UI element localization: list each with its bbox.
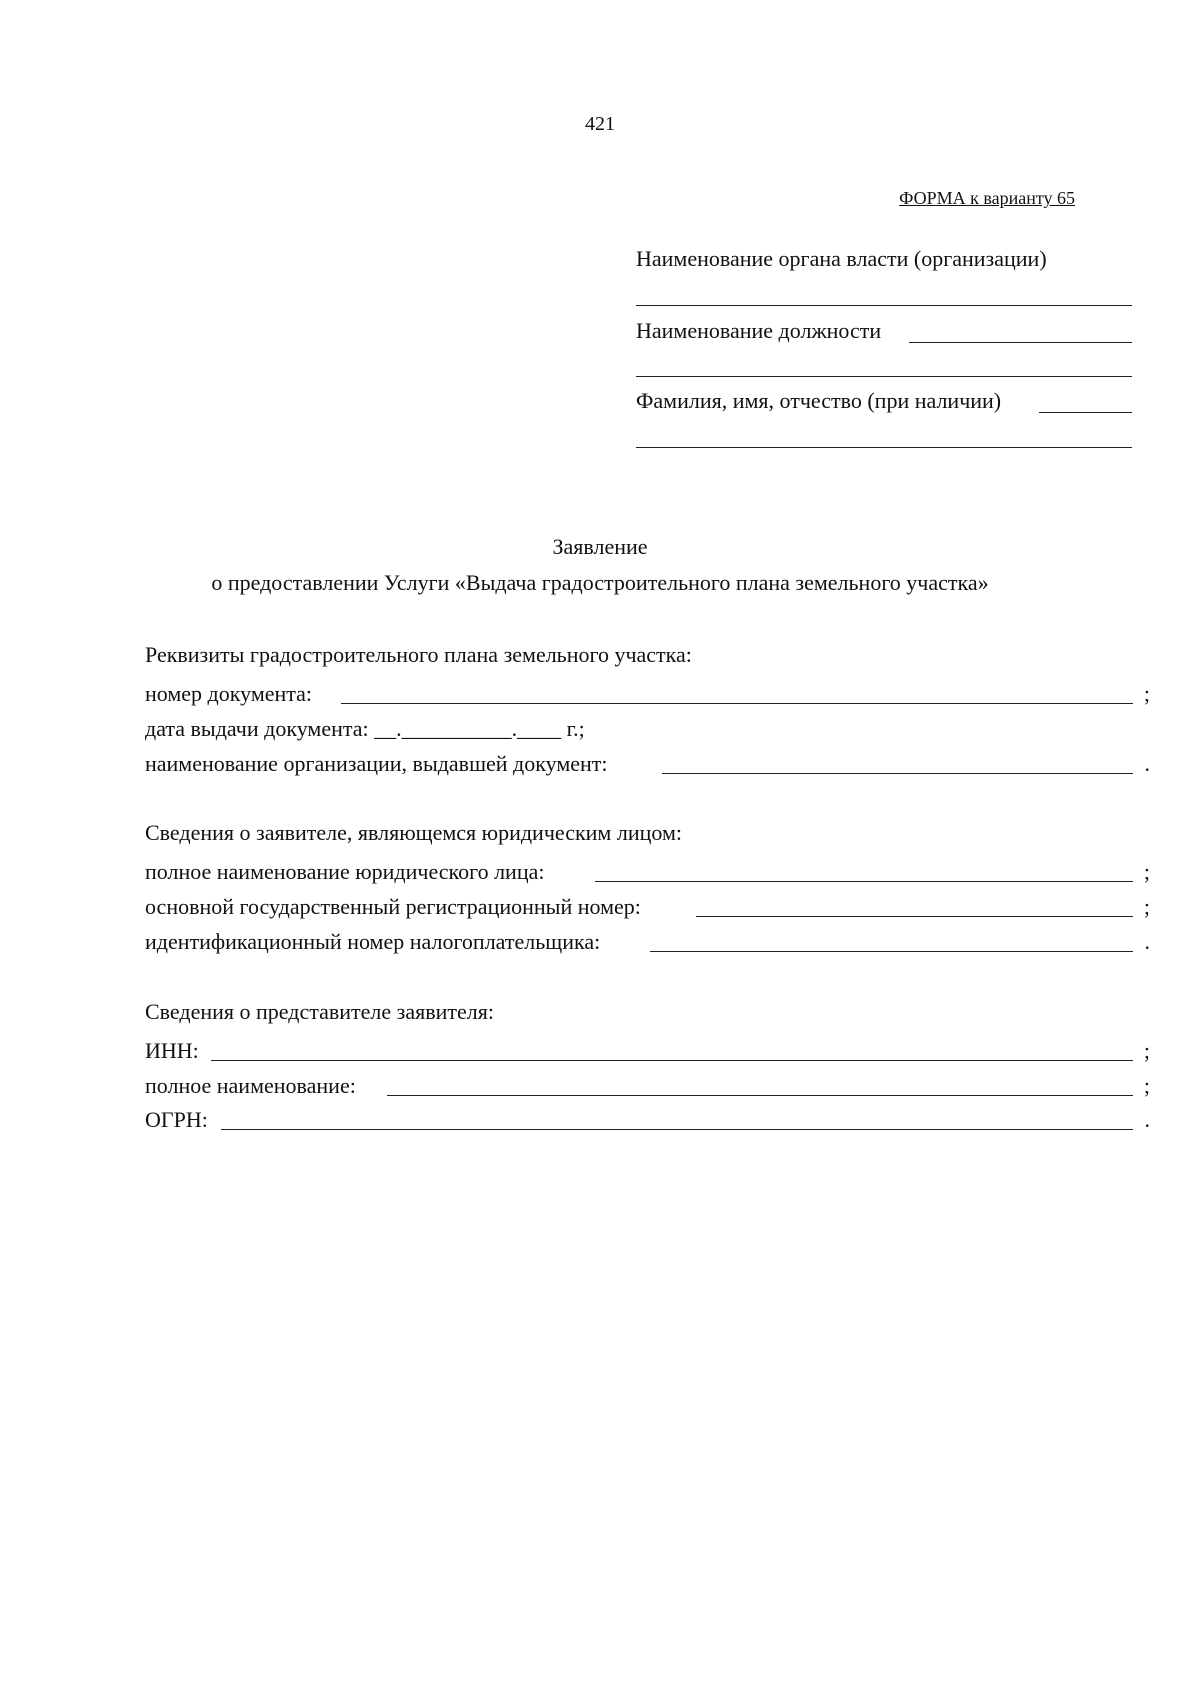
rep-inn-label: ИНН:: [145, 1038, 199, 1063]
rep-name-label: полное наименование:: [145, 1073, 356, 1098]
row-end-semicolon: ;: [1143, 894, 1150, 919]
applicant-name-row: [145, 855, 1150, 885]
row-end-semicolon: ;: [1143, 1073, 1150, 1098]
issue-date-label: дата выдачи документа: __.__________.____ г.;: [145, 716, 585, 741]
applicant-inn-label: идентификационный номер налогоплательщика:: [145, 929, 601, 954]
applicant-name-label: полное наименование юридического лица:: [145, 859, 545, 884]
full-name-label: Фамилия, имя, отчество (при наличии): [636, 388, 1002, 413]
rep-ogrn-label: ОГРН:: [145, 1107, 208, 1132]
row-end-period: .: [1144, 929, 1150, 954]
row-end-period: .: [1144, 751, 1150, 776]
applicant-inn-field[interactable]: [650, 951, 1133, 952]
representative-section-heading: Сведения о представителе заявителя:: [145, 999, 494, 1024]
issue-date-field[interactable]: __.__________.____ г.;: [374, 716, 585, 741]
full-name-field-continued[interactable]: [636, 447, 1132, 448]
issuer-label: наименование организации, выдавшей документ:: [145, 751, 608, 776]
rep-inn-row: [145, 1034, 1150, 1064]
rep-ogrn-field[interactable]: [221, 1129, 1133, 1130]
row-end-period: .: [1144, 1107, 1150, 1132]
position-field[interactable]: [909, 342, 1132, 343]
authority-field[interactable]: [636, 305, 1132, 306]
applicant-ogrn-label: основной государственный регистрационный номер:: [145, 894, 641, 919]
position-label: Наименование должности: [636, 318, 882, 343]
document-title: Заявление: [552, 534, 648, 559]
full-name-field[interactable]: [1039, 412, 1132, 413]
row-end-semicolon: ;: [1143, 1038, 1150, 1063]
form-note: ФОРМА к варианту 65: [899, 188, 1075, 208]
doc-number-field[interactable]: [341, 703, 1133, 704]
applicant-inn-row: [145, 925, 1150, 955]
issuer-row: [145, 747, 1150, 777]
rep-name-field[interactable]: [387, 1095, 1133, 1096]
applicant-name-field[interactable]: [595, 881, 1133, 882]
doc-number-label: номер документа:: [145, 681, 313, 706]
applicant-section-heading: Сведения о заявителе, являющемся юридическим лицом:: [145, 820, 682, 845]
document-subtitle: о предоставлении Услуги «Выдача градостроительного плана земельного участка»: [211, 570, 989, 595]
issue-date-row: [145, 712, 1150, 742]
applicant-ogrn-row: [145, 890, 1150, 920]
plan-section-heading: Реквизиты градостроительного плана земельного участка:: [145, 642, 692, 667]
rep-name-row: [145, 1069, 1150, 1099]
authority-label: Наименование органа власти (организации): [636, 246, 1047, 271]
doc-number-row: [145, 677, 1150, 707]
applicant-ogrn-field[interactable]: [696, 916, 1133, 917]
rep-inn-field[interactable]: [211, 1060, 1133, 1061]
issuer-field[interactable]: [662, 773, 1133, 774]
position-field-continued[interactable]: [636, 376, 1132, 377]
row-end-semicolon: ;: [1143, 859, 1150, 884]
rep-ogrn-row: [145, 1103, 1150, 1133]
row-end-semicolon: ;: [1143, 681, 1150, 706]
page-number: 421: [585, 113, 615, 135]
